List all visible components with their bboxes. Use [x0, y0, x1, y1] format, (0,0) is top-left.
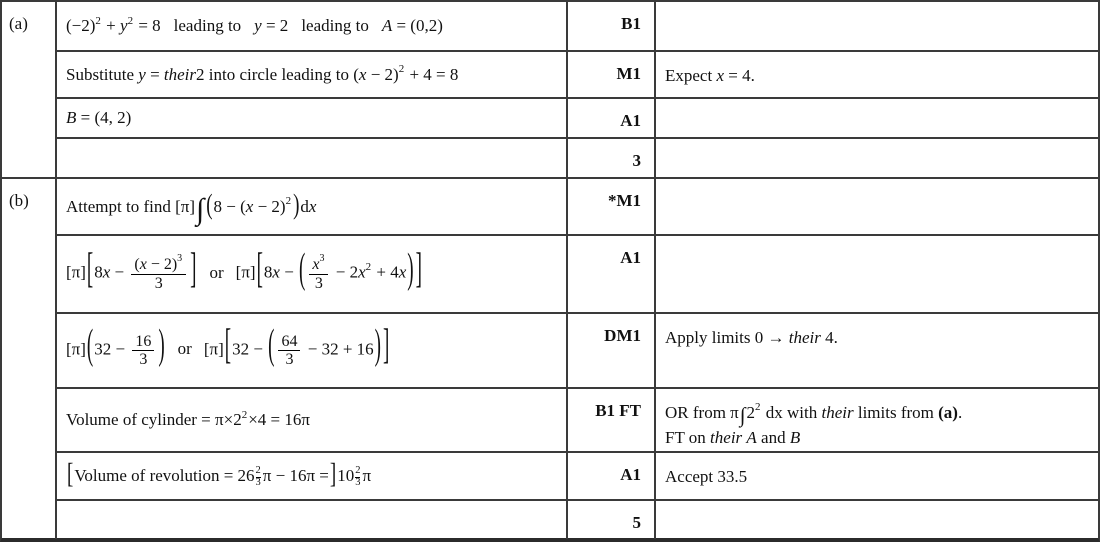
- part-b-rows: [57, 179, 1098, 539]
- table-row: [57, 312, 1098, 387]
- comment-text: A: [746, 427, 757, 447]
- comment-text: 2: [746, 403, 756, 422]
- working-cell-a-total: [57, 139, 566, 177]
- exponent: 2: [241, 408, 248, 421]
- comment-text: their: [788, 328, 821, 347]
- comment-cell-a3: [654, 99, 1098, 137]
- math-token: (: [134, 256, 140, 274]
- math-token: into circle leading to: [204, 64, 354, 84]
- mark-label: B1 FT: [595, 401, 641, 420]
- pi-bracket: [π]: [66, 339, 86, 359]
- numerator: [131, 252, 186, 274]
- comment-cell-a2: [654, 52, 1098, 97]
- or-connector: or: [177, 339, 192, 359]
- working-cell-a2: [57, 52, 566, 97]
- math-token: = (0,2): [392, 16, 443, 36]
- math-token: x: [272, 262, 280, 282]
- math-token: + 4 = 8: [405, 64, 459, 84]
- part-label-a: (a): [2, 2, 57, 177]
- or-connector: or: [209, 262, 224, 282]
- fraction: [256, 466, 261, 488]
- exponent: 2: [365, 261, 372, 274]
- comment-text: limits from: [853, 403, 939, 422]
- comment-text: x: [716, 66, 724, 85]
- bracket: (: [86, 322, 94, 370]
- total-marks: 3: [632, 151, 641, 170]
- formula-b1: [66, 189, 317, 226]
- denominator: 3: [255, 476, 261, 488]
- math-token: − 2: [331, 262, 359, 282]
- math-token: 32 −: [94, 339, 130, 359]
- bracket: [: [256, 245, 263, 294]
- part-a-rows: [57, 2, 1098, 177]
- bracket: [: [224, 322, 232, 370]
- math-token: 2: [196, 64, 205, 84]
- integral-sign: ∫: [739, 403, 746, 427]
- table-row: [57, 137, 1098, 177]
- fraction: [278, 333, 300, 369]
- numerator: 2: [355, 465, 361, 477]
- denominator: 3: [309, 274, 328, 292]
- mark-cell-b5: [566, 453, 654, 499]
- comment-text: B: [789, 427, 801, 447]
- math-token: 32 −: [232, 339, 268, 359]
- math-token: 8 − (: [213, 196, 246, 216]
- exponent: 3: [177, 252, 183, 264]
- working-cell-b1: [57, 179, 566, 234]
- exponent: 2: [755, 401, 761, 414]
- math-token: = 2: [261, 16, 289, 36]
- table-row: [57, 387, 1098, 451]
- mark-cell-b2: [566, 236, 654, 312]
- comment-line: [665, 401, 1088, 426]
- math-token: − 32 + 16: [303, 339, 374, 359]
- comment-cell-a-total: [654, 139, 1098, 177]
- fraction: [355, 466, 360, 488]
- math-token: Attempt to find: [66, 196, 176, 216]
- formula-a1: [66, 15, 443, 36]
- working-cell-b4: [57, 389, 566, 451]
- comment-text: OR from π: [665, 403, 739, 422]
- math-token: −: [110, 262, 129, 282]
- comment-text: 4.: [820, 328, 838, 347]
- math-token: 8: [94, 262, 103, 282]
- math-token: x: [358, 64, 367, 84]
- bracket: ]: [190, 245, 197, 294]
- math-token: y: [138, 64, 146, 84]
- math-token: − 2): [366, 64, 399, 84]
- integral-sign: ∫: [195, 192, 205, 226]
- part-a-section: [2, 2, 1098, 177]
- table-row: [57, 499, 1098, 539]
- math-token: x: [245, 196, 254, 216]
- numerator: [309, 252, 328, 274]
- fraction: [309, 252, 328, 292]
- bracket: ): [407, 245, 414, 294]
- math-token: Substitute: [66, 64, 139, 84]
- math-token: d: [300, 196, 309, 216]
- mark-cell-a3: [566, 99, 654, 137]
- comment-cell-b4: [654, 389, 1098, 451]
- comment-cell-b3: [654, 314, 1098, 387]
- comment-line: [665, 426, 1088, 451]
- formula-b2: [66, 245, 423, 294]
- comment-cell-b-total: [654, 501, 1098, 539]
- comment-cell-a1: [654, 2, 1098, 50]
- table-row: [57, 234, 1098, 312]
- mark-label: B1: [621, 14, 641, 33]
- bracket: ]: [329, 458, 337, 490]
- numerator: 64: [281, 332, 298, 350]
- mark-cell-a1: [566, 2, 654, 50]
- math-token: their: [163, 64, 197, 84]
- numerator: 16: [135, 332, 152, 350]
- mark-cell-b-total: [566, 501, 654, 539]
- formula-a2: [66, 64, 458, 85]
- math-token: B: [66, 108, 77, 128]
- exponent: 2: [285, 194, 292, 207]
- working-cell-b2: [57, 236, 566, 312]
- exponent: 2: [127, 14, 134, 27]
- comment-cell-b1: [654, 179, 1098, 234]
- working-cell-a1: [57, 2, 566, 50]
- math-token: leading to: [301, 16, 369, 36]
- comment-cell-b5: [654, 453, 1098, 499]
- total-marks: 5: [632, 513, 641, 532]
- denominator: 3: [278, 350, 300, 368]
- math-token: − 2): [146, 256, 178, 274]
- math-token: −: [279, 262, 299, 282]
- mark-cell-b4: [566, 389, 654, 451]
- comment-cell-b2: [654, 236, 1098, 312]
- table-row: [57, 97, 1098, 137]
- math-token: Volume of revolution = 26: [74, 465, 255, 485]
- part-reference: (a): [938, 403, 958, 422]
- math-token: π: [362, 465, 372, 485]
- bracket: ): [158, 322, 165, 370]
- math-token: x: [312, 256, 320, 274]
- math-token: − 2): [253, 196, 286, 216]
- bracket: ): [293, 189, 300, 221]
- comment-text: FT on: [665, 427, 711, 447]
- comment-text: = 4.: [724, 66, 755, 85]
- math-token: = (4, 2): [76, 108, 132, 128]
- bracket: [: [67, 458, 74, 490]
- working-cell-a3: [57, 99, 566, 137]
- pi-bracket: [π]: [203, 339, 224, 359]
- bracket: [: [86, 245, 94, 294]
- comment-text: dx with: [761, 403, 822, 422]
- mark-label: A1: [620, 111, 641, 130]
- table-row: [57, 2, 1098, 50]
- denominator: 3: [132, 350, 154, 368]
- exponent: 2: [398, 63, 405, 76]
- bracket: ]: [415, 245, 422, 294]
- table-row: [57, 451, 1098, 499]
- comment-text: Apply limits 0 →: [665, 328, 789, 347]
- math-token: (−2): [66, 16, 96, 36]
- comment-text: and: [756, 427, 790, 447]
- comment-text: Expect: [665, 66, 717, 85]
- math-token: 8: [263, 262, 273, 282]
- numerator: 2: [255, 465, 261, 477]
- math-token: y: [120, 16, 128, 36]
- part-label-b: (b): [2, 179, 57, 539]
- pi-bracket: [π]: [175, 196, 195, 216]
- part-b-section: [2, 177, 1098, 539]
- mark-cell-b3: [566, 314, 654, 387]
- mark-cell-a-total: [566, 139, 654, 177]
- math-token: (: [353, 64, 359, 84]
- formula-b4: [66, 409, 310, 430]
- math-token: Volume of cylinder = π×2: [66, 410, 242, 430]
- math-token: y: [254, 16, 262, 36]
- comment-text: .: [957, 403, 963, 422]
- math-token: leading to: [173, 16, 242, 36]
- pi-bracket: [π]: [66, 262, 86, 282]
- math-token: x: [308, 196, 317, 216]
- pi-bracket: [π]: [235, 262, 256, 282]
- comment-text: Accept 33.5: [665, 467, 748, 486]
- formula-b5: [66, 458, 372, 490]
- table-row: [57, 179, 1098, 234]
- bracket: (: [206, 189, 213, 221]
- formula-a3: [66, 107, 131, 128]
- math-token: x: [102, 262, 111, 282]
- comment-text: their: [710, 427, 743, 447]
- bracket: ]: [383, 322, 390, 370]
- mark-cell-b1: [566, 179, 654, 234]
- mark-label: A1: [620, 248, 641, 267]
- math-token: +: [101, 16, 121, 36]
- mark-label: *M1: [607, 191, 641, 210]
- denominator: 3: [355, 476, 361, 488]
- math-token: x: [358, 262, 366, 282]
- mark-label: A1: [620, 465, 641, 484]
- exponent: 2: [95, 14, 101, 27]
- table-row: [57, 50, 1098, 97]
- bracket: ): [374, 322, 381, 370]
- math-token: + 4: [372, 262, 399, 282]
- math-token: A: [381, 16, 393, 36]
- working-cell-b3: [57, 314, 566, 387]
- denominator: 3: [131, 274, 186, 292]
- exponent: 3: [319, 252, 325, 264]
- comment-text: their: [821, 403, 854, 422]
- working-cell-b-total: [57, 501, 566, 539]
- formula-b3: [66, 322, 390, 370]
- math-token: π − 16π =: [262, 465, 329, 485]
- fraction: [132, 333, 154, 369]
- math-token: ×4 = 16π: [248, 410, 310, 430]
- mark-cell-a2: [566, 52, 654, 97]
- bracket: (: [268, 322, 275, 370]
- math-token: x: [398, 262, 407, 282]
- mark-label: M1: [616, 64, 641, 83]
- math-token: 10: [337, 465, 355, 485]
- math-token: =: [145, 64, 164, 84]
- math-token: x: [139, 256, 147, 274]
- bracket: (: [299, 245, 306, 294]
- working-cell-b5: [57, 453, 566, 499]
- fraction: [131, 252, 186, 292]
- math-token: = 8: [134, 16, 161, 36]
- mark-label: DM1: [604, 326, 641, 345]
